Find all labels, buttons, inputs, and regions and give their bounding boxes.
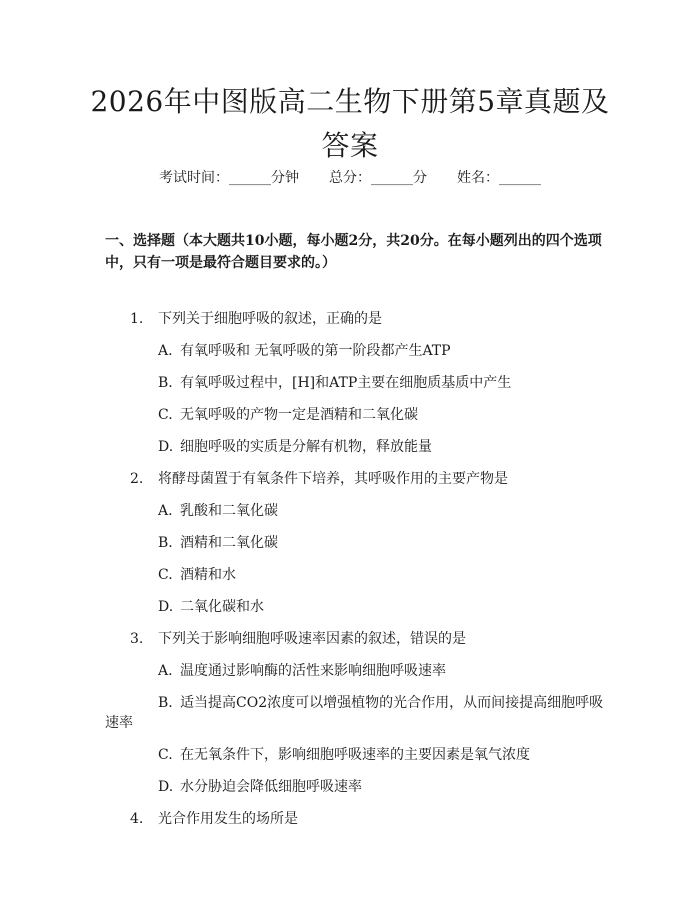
option-text: 水分胁迫会降低细胞呼吸速率	[180, 779, 362, 795]
option-1d	[158, 437, 432, 457]
question-1	[130, 309, 382, 329]
question-number: 2.	[130, 471, 144, 487]
option-text: 乳酸和二氧化碳	[180, 503, 278, 519]
option-1b	[158, 373, 511, 393]
option-label: D.	[158, 439, 174, 455]
question-stem: 将酵母菌置于有氧条件下培养，其呼吸作用的主要产物是	[158, 471, 508, 487]
question-stem: 下列关于细胞呼吸的叙述，正确的是	[158, 311, 382, 327]
option-text: 二氧化碳和水	[180, 599, 264, 615]
option-1c	[158, 405, 418, 425]
question-number: 1.	[130, 311, 144, 327]
option-label: A.	[158, 503, 173, 519]
question-4	[130, 809, 298, 829]
option-text: 有氧呼吸过程中，[H]和ATP主要在细胞质基质中产生	[180, 375, 512, 391]
option-label: D.	[158, 779, 174, 795]
option-text: 适当提高CO2浓度可以增强植物的光合作用，从而间接提高细胞呼吸速率	[105, 695, 604, 731]
option-3c	[158, 745, 530, 765]
question-stem: 光合作用发生的场所是	[158, 811, 298, 827]
question-stem: 下列关于影响细胞呼吸速率因素的叙述，错误的是	[158, 631, 466, 647]
option-label: B.	[158, 535, 173, 551]
option-text: 细胞呼吸的实质是分解有机物，释放能量	[180, 439, 432, 455]
question-3	[130, 629, 466, 649]
option-text: 有氧呼吸和 无氧呼吸的第一阶段都产生ATP	[180, 343, 451, 359]
option-label: C.	[158, 747, 173, 763]
option-1a	[158, 341, 451, 361]
option-label: B.	[158, 375, 173, 391]
option-2c	[158, 565, 236, 585]
option-2b	[158, 533, 278, 553]
option-label: D.	[158, 599, 174, 615]
option-text: 无氧呼吸的产物一定是酒精和二氧化碳	[180, 407, 418, 423]
option-3b	[105, 693, 605, 733]
question-2	[130, 469, 508, 489]
option-3a	[158, 661, 446, 681]
option-text: 在无氧条件下，影响细胞呼吸速率的主要因素是氧气浓度	[180, 747, 530, 763]
page-title: 2026年中图版高二生物下册第5章真题及答案	[90, 85, 610, 162]
exam-time: 考试时间：______分钟	[159, 170, 299, 186]
option-text: 温度通过影响酶的活性来影响细胞呼吸速率	[180, 663, 446, 679]
option-3d	[158, 777, 362, 797]
option-label: B.	[158, 695, 173, 711]
option-label: C.	[158, 407, 173, 423]
exam-meta	[0, 168, 700, 188]
option-label: C.	[158, 567, 173, 583]
option-text: 酒精和水	[180, 567, 236, 583]
option-2d	[158, 597, 264, 617]
option-text: 酒精和二氧化碳	[180, 535, 278, 551]
exam-student-name: 姓名：______	[457, 170, 541, 186]
option-2a	[158, 501, 278, 521]
section-heading: 一、选择题（本大题共10小题，每小题2分，共20分。在每小题列出的四个选项中，只有一项是最符合题目要求的。）	[105, 233, 602, 271]
option-label: A.	[158, 343, 173, 359]
exam-total-score: 总分：______分	[329, 170, 427, 186]
option-label: A.	[158, 663, 173, 679]
question-number: 4.	[130, 811, 144, 827]
question-number: 3.	[130, 631, 144, 647]
